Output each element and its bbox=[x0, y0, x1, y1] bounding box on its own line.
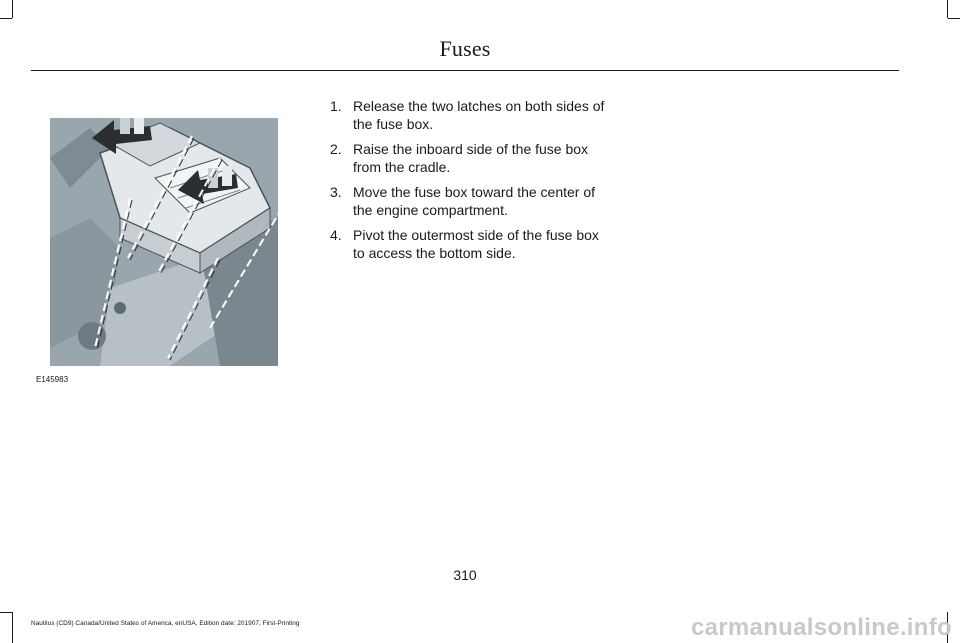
list-item bbox=[330, 140, 608, 176]
list-item bbox=[330, 183, 608, 219]
footer-edition-text: Nautilus (CD9) Canada/United States of America, enUSA, Edition date: 201907, First-Printing bbox=[31, 620, 300, 627]
list-item bbox=[330, 226, 608, 262]
step-number: 4. bbox=[330, 227, 342, 243]
crop-mark-top-right-v bbox=[947, 0, 948, 18]
step-text: Release the two latches on both sides of the fuse box. bbox=[353, 98, 605, 132]
step-text: Move the fuse box toward the center of the engine compartment. bbox=[353, 184, 596, 218]
list-item bbox=[330, 97, 608, 133]
step-text: Pivot the outermost side of the fuse box to access the bottom side. bbox=[353, 227, 599, 261]
crop-mark-bottom-left-v bbox=[12, 612, 13, 643]
crop-mark-bottom-left-h bbox=[0, 612, 12, 613]
page-number: 310 bbox=[453, 567, 477, 583]
step-number: 3. bbox=[330, 184, 342, 200]
header-rule bbox=[31, 70, 899, 71]
step-text: Raise the inboard side of the fuse box from the cradle. bbox=[353, 141, 589, 175]
fuse-box-illustration-svg bbox=[50, 118, 278, 366]
step-number: 2. bbox=[330, 141, 342, 157]
instruction-steps bbox=[330, 97, 608, 269]
crop-mark-top-right-h bbox=[948, 18, 960, 19]
crop-mark-top-left-v bbox=[12, 0, 13, 18]
step-number: 1. bbox=[330, 98, 342, 114]
watermark: carmanualsonline.info bbox=[690, 614, 952, 641]
fuse-box-removal-illustration bbox=[50, 118, 278, 366]
crop-mark-top-left-h bbox=[0, 18, 12, 19]
page-title: Fuses bbox=[439, 36, 491, 61]
figure-id: E145983 bbox=[36, 375, 69, 384]
